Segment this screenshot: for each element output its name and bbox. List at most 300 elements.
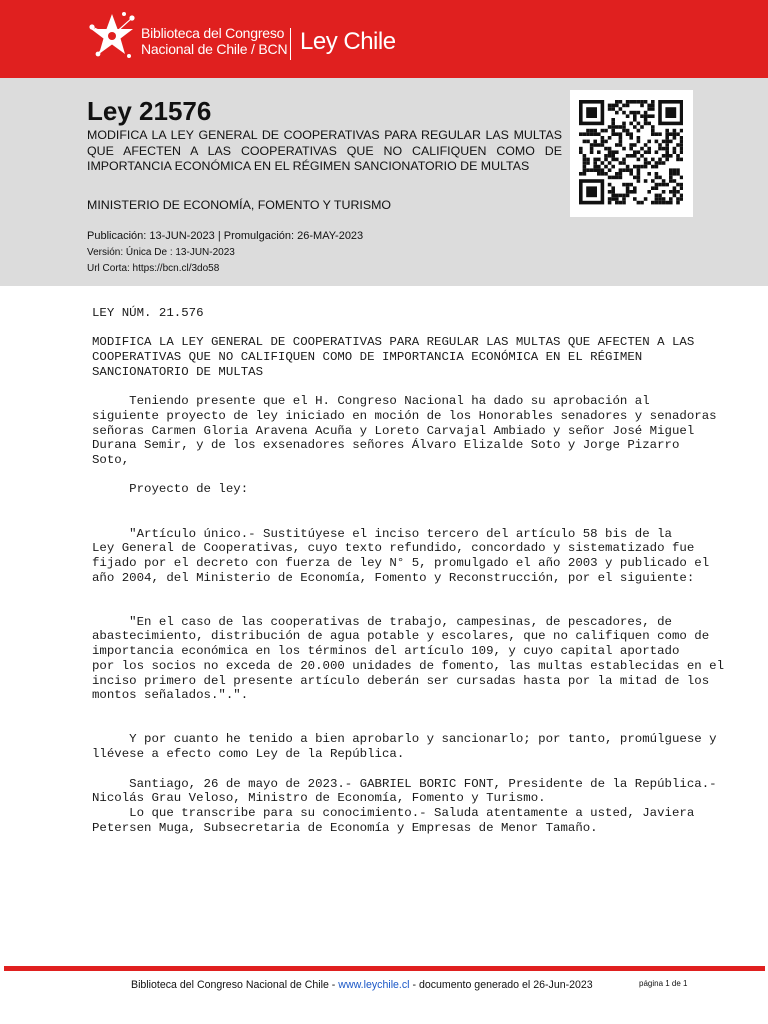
qr-module (626, 154, 630, 158)
qr-module (673, 194, 677, 198)
qr-module (611, 158, 615, 162)
qr-module (633, 125, 637, 129)
qr-module (673, 150, 677, 154)
qr-module (655, 172, 659, 176)
qr-module (629, 100, 633, 104)
qr-module (680, 176, 683, 180)
qr-module (611, 122, 615, 126)
law-body (92, 306, 737, 835)
qr-module (673, 147, 677, 151)
qr-module (662, 190, 666, 194)
qr-module (608, 107, 612, 111)
qr-module (604, 140, 608, 144)
qr-module (593, 158, 597, 162)
footer-generated-text (131, 979, 593, 991)
qr-module (676, 158, 680, 162)
qr-module (608, 176, 612, 180)
qr-module (611, 165, 615, 169)
qr-module (633, 154, 637, 158)
qr-module (590, 168, 594, 172)
leychile-link[interactable]: www.leychile.cl (338, 979, 410, 991)
qr-module (644, 118, 648, 122)
law-description: MODIFICA LA LEY GENERAL DE COOPERATIVAS PARA REGULAR LAS MULTAS QUE AFECTEN A LAS COOPERATIVAS QUE NO CALIFIQUEN COMO DE IMPORTANCIA ECONÓMICA EN EL RÉGIMEN SANCIONATORIO DE MULTAS (87, 128, 562, 173)
qr-module (615, 100, 619, 104)
qr-module (608, 190, 612, 194)
qr-module (619, 176, 623, 180)
qr-module (665, 154, 669, 158)
short-url[interactable]: Url Corta: https://bcn.cl/3do58 (87, 262, 220, 274)
qr-module (626, 100, 630, 104)
qr-module (673, 172, 677, 176)
qr-module (593, 168, 597, 172)
qr-module (647, 104, 651, 108)
qr-module (629, 122, 633, 126)
qr-module (680, 186, 683, 190)
qr-module (655, 165, 659, 169)
qr-module (615, 176, 619, 180)
qr-module (579, 132, 583, 136)
qr-module (615, 158, 619, 162)
qr-module (597, 143, 601, 147)
qr-module (619, 143, 623, 147)
qr-module (640, 165, 644, 169)
qr-module (622, 183, 626, 187)
qr-module (629, 183, 633, 187)
qr-module (662, 161, 666, 165)
qr-module (665, 147, 669, 151)
qr-module (626, 132, 630, 136)
qr-module (651, 186, 655, 190)
qr-module (633, 100, 637, 104)
qr-module (676, 197, 680, 201)
qr-module (673, 168, 677, 172)
qr-module (640, 114, 644, 118)
qr-module (604, 154, 608, 158)
qr-module (597, 132, 601, 136)
qr-module (658, 176, 662, 180)
qr-module (619, 201, 623, 205)
qr-module (604, 165, 608, 169)
qr-module (633, 186, 637, 190)
qr-module (676, 143, 680, 147)
qr-module (590, 129, 594, 133)
qr-module (647, 147, 651, 151)
qr-module (626, 129, 630, 133)
qr-module (622, 104, 626, 108)
qr-module (647, 150, 651, 154)
qr-module (626, 114, 630, 118)
qr-module (676, 190, 680, 194)
logo-divider (290, 28, 291, 60)
qr-module (662, 147, 666, 151)
qr-module (669, 168, 673, 172)
qr-module (619, 161, 623, 165)
qr-module (622, 111, 626, 115)
qr-module (615, 125, 619, 129)
qr-module (665, 132, 669, 136)
qr-module (665, 183, 669, 187)
qr-module (615, 150, 619, 154)
qr-module (615, 132, 619, 136)
qr-module (633, 190, 637, 194)
qr-module (608, 147, 612, 151)
law-metadata (87, 229, 363, 276)
qr-module (658, 147, 662, 151)
qr-module (640, 104, 644, 108)
qr-module (590, 143, 594, 147)
qr-module (608, 201, 612, 205)
bcn-star-logo-icon (86, 10, 138, 62)
qr-module (669, 132, 673, 136)
qr-module (658, 161, 662, 165)
qr-module (647, 190, 651, 194)
qr-module (593, 140, 597, 144)
qr-module (629, 190, 633, 194)
qr-module (615, 197, 619, 201)
qr-module (622, 168, 626, 172)
qr-module (626, 190, 630, 194)
qr-module (619, 107, 623, 111)
publication-date: Publicación: 13-JUN-2023 | Promulgación: 26-MAY-2023 (87, 230, 364, 242)
qr-module (586, 168, 590, 172)
qr-module (651, 201, 655, 205)
qr-module (647, 172, 651, 176)
qr-module (665, 140, 669, 144)
qr-module (586, 107, 597, 118)
qr-module (583, 158, 587, 162)
body-paragraph-2: Proyecto de ley: (92, 482, 249, 497)
qr-module (680, 136, 683, 140)
qr-module (651, 129, 655, 133)
qr-module (651, 125, 655, 129)
qr-module (673, 129, 677, 133)
qr-module (633, 111, 637, 115)
qr-module (637, 168, 641, 172)
qr-module (662, 197, 666, 201)
qr-module (658, 201, 662, 205)
qr-module (662, 154, 666, 158)
qr-module (597, 168, 601, 172)
qr-module (611, 150, 615, 154)
qr-module (611, 186, 615, 190)
qr-module (665, 201, 669, 205)
qr-module (651, 165, 655, 169)
qr-module (644, 179, 648, 183)
qr-module (637, 150, 641, 154)
qr-module (619, 100, 623, 104)
qr-module (655, 186, 659, 190)
qr-module (608, 136, 612, 140)
qr-module (651, 107, 655, 111)
qr-module (676, 168, 680, 172)
qr-module (680, 197, 683, 201)
qr-module (611, 190, 615, 194)
qr-module (626, 194, 630, 198)
qr-module (676, 172, 680, 176)
qr-module (669, 201, 673, 205)
qr-module (583, 154, 587, 158)
qr-module (637, 179, 641, 183)
qr-module (644, 158, 648, 162)
qr-code (570, 90, 693, 217)
qr-module (622, 129, 626, 133)
qr-module (633, 114, 637, 118)
qr-module (655, 140, 659, 144)
qr-module (622, 158, 626, 162)
qr-module (593, 132, 597, 136)
qr-module (655, 197, 659, 201)
qr-module (655, 194, 659, 198)
qr-module (622, 147, 626, 151)
qr-module (586, 161, 590, 165)
qr-module (658, 197, 662, 201)
qr-module (640, 201, 644, 205)
qr-module (658, 132, 662, 136)
qr-module (637, 122, 641, 126)
qr-module (669, 172, 673, 176)
qr-module (629, 136, 633, 140)
qr-module (597, 158, 601, 162)
qr-module (615, 201, 619, 205)
qr-module (629, 111, 633, 115)
qr-module (644, 111, 648, 115)
qr-module (680, 158, 683, 162)
qr-module (622, 125, 626, 129)
qr-module (655, 176, 659, 180)
qr-module (644, 100, 648, 104)
qr-module (680, 129, 683, 133)
qr-module (680, 194, 683, 198)
qr-module (651, 179, 655, 183)
body-summary: MODIFICA LA LEY GENERAL DE COOPERATIVAS PARA REGULAR LAS MULTAS QUE AFECTEN A LAS COOPERATIVAS QUE NO CALIFIQUEN COMO DE IMPORTANCIA ECONÓMICA EN EL RÉGIMEN SANCIONATORIO DE MULTAS (92, 335, 695, 379)
qr-module (608, 154, 612, 158)
qr-module (640, 125, 644, 129)
qr-module (615, 104, 619, 108)
qr-module (669, 176, 673, 180)
qr-module (604, 129, 608, 133)
qr-module (647, 122, 651, 126)
qr-module (665, 158, 669, 162)
qr-module (647, 114, 651, 118)
body-paragraph-3: "Artículo único.- Sustitúyese el inciso tercero del artículo 58 bis de la Ley General de Cooperativas, cuyo texto refundido, concordado y sistematizado fue fijado por el decreto con fuerza de ley N° 5, promulgado el año 2003 y publicado el año 2004, del Ministerio de Economía, Fomento y Reconstrucción, por el siguiente: (92, 526, 710, 585)
qr-module (601, 136, 605, 140)
qr-module (579, 172, 583, 176)
body-paragraph-6: Santiago, 26 de mayo de 2023.- GABRIEL BORIC FONT, Presidente de la República.- Nicolás Grau Veloso, Ministro de Economía, Fomento y Turismo. Lo que transcribe para su conocimiento.- Saluda atentamente a usted, Javiera Petersen Muga, Subsecretaria de Economía y Empresas de Menor Tamaño. (92, 776, 717, 835)
qr-module (658, 183, 662, 187)
bcn-logo-text (141, 25, 287, 57)
qr-module (680, 140, 683, 144)
qr-module (593, 129, 597, 133)
qr-module (680, 147, 683, 151)
qr-module (579, 150, 583, 154)
qr-module (597, 172, 601, 176)
qr-module (615, 111, 619, 115)
qr-module (615, 143, 619, 147)
qr-module (611, 194, 615, 198)
qr-module (583, 165, 587, 169)
qr-module (665, 143, 669, 147)
qr-module (665, 150, 669, 154)
qr-module (644, 197, 648, 201)
qr-module (626, 165, 630, 169)
qr-module (590, 132, 594, 136)
qr-module (644, 122, 648, 126)
qr-module (680, 183, 683, 187)
qr-module (597, 150, 601, 154)
body-paragraph-1: Teniendo presente que el H. Congreso Nacional ha dado su aprobación al siguiente proyecto de ley iniciado en moción de los Honorables senadores y senadoras señoras Carmen Gloria Aravena Acuña y Loreto Carvajal Ambiado y señor José Miguel Durana Semir, y de los exsenadores señores Álvaro Elizalde Soto y Jorge Pizarro Soto, (92, 394, 717, 468)
header-bar (0, 0, 768, 78)
qr-module (583, 161, 587, 165)
qr-module (640, 100, 644, 104)
qr-module (655, 150, 659, 154)
qr-module (608, 168, 612, 172)
qr-module (629, 143, 633, 147)
qr-module (633, 143, 637, 147)
qr-module (658, 194, 662, 198)
qr-module (676, 154, 680, 158)
law-ministry: MINISTERIO DE ECONOMÍA, FOMENTO Y TURISMO (87, 198, 392, 212)
qr-module (604, 158, 608, 162)
qr-module (586, 129, 590, 133)
qr-module (637, 176, 641, 180)
qr-module (662, 201, 666, 205)
qr-module (611, 154, 615, 158)
qr-module (629, 147, 633, 151)
qr-module (655, 201, 659, 205)
body-heading: LEY NÚM. 21.576 (92, 306, 204, 320)
qr-module (601, 129, 605, 133)
qr-module (626, 183, 630, 187)
qr-module (655, 183, 659, 187)
qr-module (633, 118, 637, 122)
qr-module (583, 140, 587, 144)
qr-module (601, 140, 605, 144)
qr-module (640, 154, 644, 158)
qr-module (615, 194, 619, 198)
qr-module (626, 104, 630, 108)
footer-divider (4, 966, 765, 971)
qr-module (619, 132, 623, 136)
qr-module (586, 158, 590, 162)
qr-module (651, 104, 655, 108)
qr-module (583, 172, 587, 176)
qr-module (622, 161, 626, 165)
qr-module (593, 161, 597, 165)
qr-module (647, 140, 651, 144)
qr-module (579, 147, 583, 151)
qr-module (655, 161, 659, 165)
qr-module (662, 179, 666, 183)
qr-module (590, 147, 594, 151)
qr-module (611, 118, 615, 122)
qr-module (669, 140, 673, 144)
logo-line-1: Biblioteca del Congreso (141, 25, 285, 41)
qr-module (676, 183, 680, 187)
qr-module (669, 179, 673, 183)
qr-module (608, 104, 612, 108)
qr-module (637, 201, 641, 205)
qr-module (611, 197, 615, 201)
qr-module (601, 161, 605, 165)
qr-module (633, 176, 637, 180)
qr-code-icon (579, 100, 683, 206)
qr-module (583, 132, 587, 136)
qr-module (637, 129, 641, 133)
qr-module (658, 158, 662, 162)
qr-module (673, 190, 677, 194)
qr-module (647, 161, 651, 165)
body-paragraph-4: "En el caso de las cooperativas de trabajo, campesinas, de pescadores, de abastecimiento, distribución de agua potable y escolares, que no califiquen como de importancia económica en los términos del artículo 109, y cuyo capital aportado por los socios no exceda de 20.000 unidades de fomento, las multas establecidas en el inciso primero del presente artículo deberán ser cursadas hasta por la mitad de los montos señalados.".". (92, 614, 725, 703)
qr-module (619, 125, 623, 129)
qr-module (608, 125, 612, 129)
qr-module (637, 158, 641, 162)
qr-module (651, 158, 655, 162)
law-title: Ley 21576 (87, 96, 212, 126)
qr-module (658, 143, 662, 147)
qr-module (665, 136, 669, 140)
qr-module (644, 161, 648, 165)
qr-module (619, 140, 623, 144)
qr-module (619, 168, 623, 172)
qr-module (608, 197, 612, 201)
qr-module (637, 140, 641, 144)
qr-module (640, 147, 644, 151)
qr-module (651, 100, 655, 104)
qr-module (586, 140, 590, 144)
qr-module (593, 143, 597, 147)
qr-module (665, 129, 669, 133)
footer-prefix: Biblioteca del Congreso Nacional de Chile - (131, 979, 339, 991)
qr-module (633, 197, 637, 201)
qr-module (629, 154, 633, 158)
qr-module (619, 136, 623, 140)
qr-module (673, 179, 677, 183)
qr-module (615, 172, 619, 176)
qr-module (637, 172, 641, 176)
qr-module (673, 136, 677, 140)
qr-module (597, 165, 601, 169)
qr-module (622, 201, 626, 205)
qr-module (626, 168, 630, 172)
qr-module (669, 154, 673, 158)
qr-module (655, 132, 659, 136)
qr-module (644, 165, 648, 169)
qr-module (626, 186, 630, 190)
qr-module (637, 165, 641, 169)
qr-module (601, 168, 605, 172)
qr-module (608, 183, 612, 187)
qr-module (676, 201, 680, 205)
qr-module (680, 143, 683, 147)
page-number: página 1 de 1 (639, 979, 688, 988)
qr-module (619, 172, 623, 176)
qr-module (637, 100, 641, 104)
qr-module (644, 114, 648, 118)
qr-module (680, 150, 683, 154)
qr-module (608, 161, 612, 165)
qr-module (593, 165, 597, 169)
qr-module (619, 194, 623, 198)
qr-module (662, 140, 666, 144)
qr-module (611, 176, 615, 180)
version-date: Versión: Única De : 13-JUN-2023 (87, 246, 235, 258)
ley-chile-brand[interactable]: Ley Chile (300, 28, 396, 55)
qr-module (601, 143, 605, 147)
qr-module (676, 132, 680, 136)
qr-module (669, 190, 673, 194)
qr-module (629, 168, 633, 172)
qr-module (633, 165, 637, 169)
